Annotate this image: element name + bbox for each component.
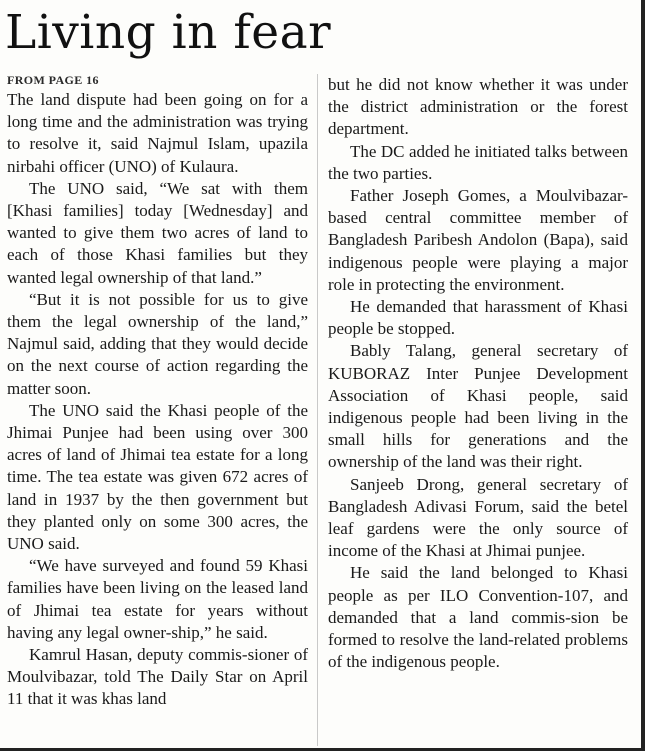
clipping-edge-right xyxy=(641,0,645,751)
paragraph: Kamrul Hasan, deputy commis-sioner of Moulvibazar, told The Daily Star on April 11 that it was khas land xyxy=(7,645,308,709)
paragraph: “We have surveyed and found 59 Khasi families have been living on the leased land of Jhimai tea estate for years without having any legal owner-ship,” he said. xyxy=(7,556,308,642)
paragraph: Sanjeeb Drong, general secretary of Bangladesh Adivasi Forum, said the betel leaf gardens were the only source of income of the Khasi at Jhimai punjee. xyxy=(328,474,628,561)
paragraph: He demanded that harassment of Khasi people be stopped. xyxy=(328,297,628,339)
paragraph: He said the land belonged to Khasi people as per ILO Convention-107, and demanded that a land commis-sion be formed to resolve the land-related problems of the indigenous people. xyxy=(328,563,628,672)
right-column xyxy=(328,74,628,673)
jump-line: FROM PAGE 16 xyxy=(7,73,99,87)
paragraph: “But it is not possible for us to give them the legal ownership of the land,” Najmul said, adding that they would decide on the next course of action regarding the matter soon. xyxy=(7,289,308,398)
paragraph: Bably Talang, general secretary of KUBORAZ Inter Punjee Development Association of Khasi people, said indigenous people had been living in the small hills for generations and the ownership of the land was their right. xyxy=(328,341,628,472)
paragraph: The UNO said the Khasi people of the Jhimai Punjee had been using over 300 acres of land of Jhimai tea estate for a long time. The tea estate was given 672 acres of land in 1937 by the then government but they planted only on some 300 acres, the UNO said. xyxy=(7,400,308,554)
left-column xyxy=(7,71,308,711)
paragraph: Father Joseph Gomes, a Moulvibazar-based central committee member of Bangladesh Paribesh Andolon (Bapa), said indigenous people were playing a major role in protecting the environment. xyxy=(328,186,628,294)
paragraph: The land dispute had been going on for a long time and the administration was trying to resolve it, said Najmul Islam, upazila nirbahi officer (UNO) of Kulaura. xyxy=(7,90,308,176)
column-divider xyxy=(317,74,318,746)
paragraph: but he did not know whether it was under the district administration or the forest department. xyxy=(328,75,628,139)
headline: Living in fear xyxy=(5,5,332,60)
paragraph: The DC added he initiated talks between the two parties. xyxy=(328,141,628,183)
paragraph: The UNO said, “We sat with them [Khasi families] today [Wednesday] and wanted to give them two acres of land to each of those Khasi families but they wanted legal ownership of that land.” xyxy=(7,178,308,287)
